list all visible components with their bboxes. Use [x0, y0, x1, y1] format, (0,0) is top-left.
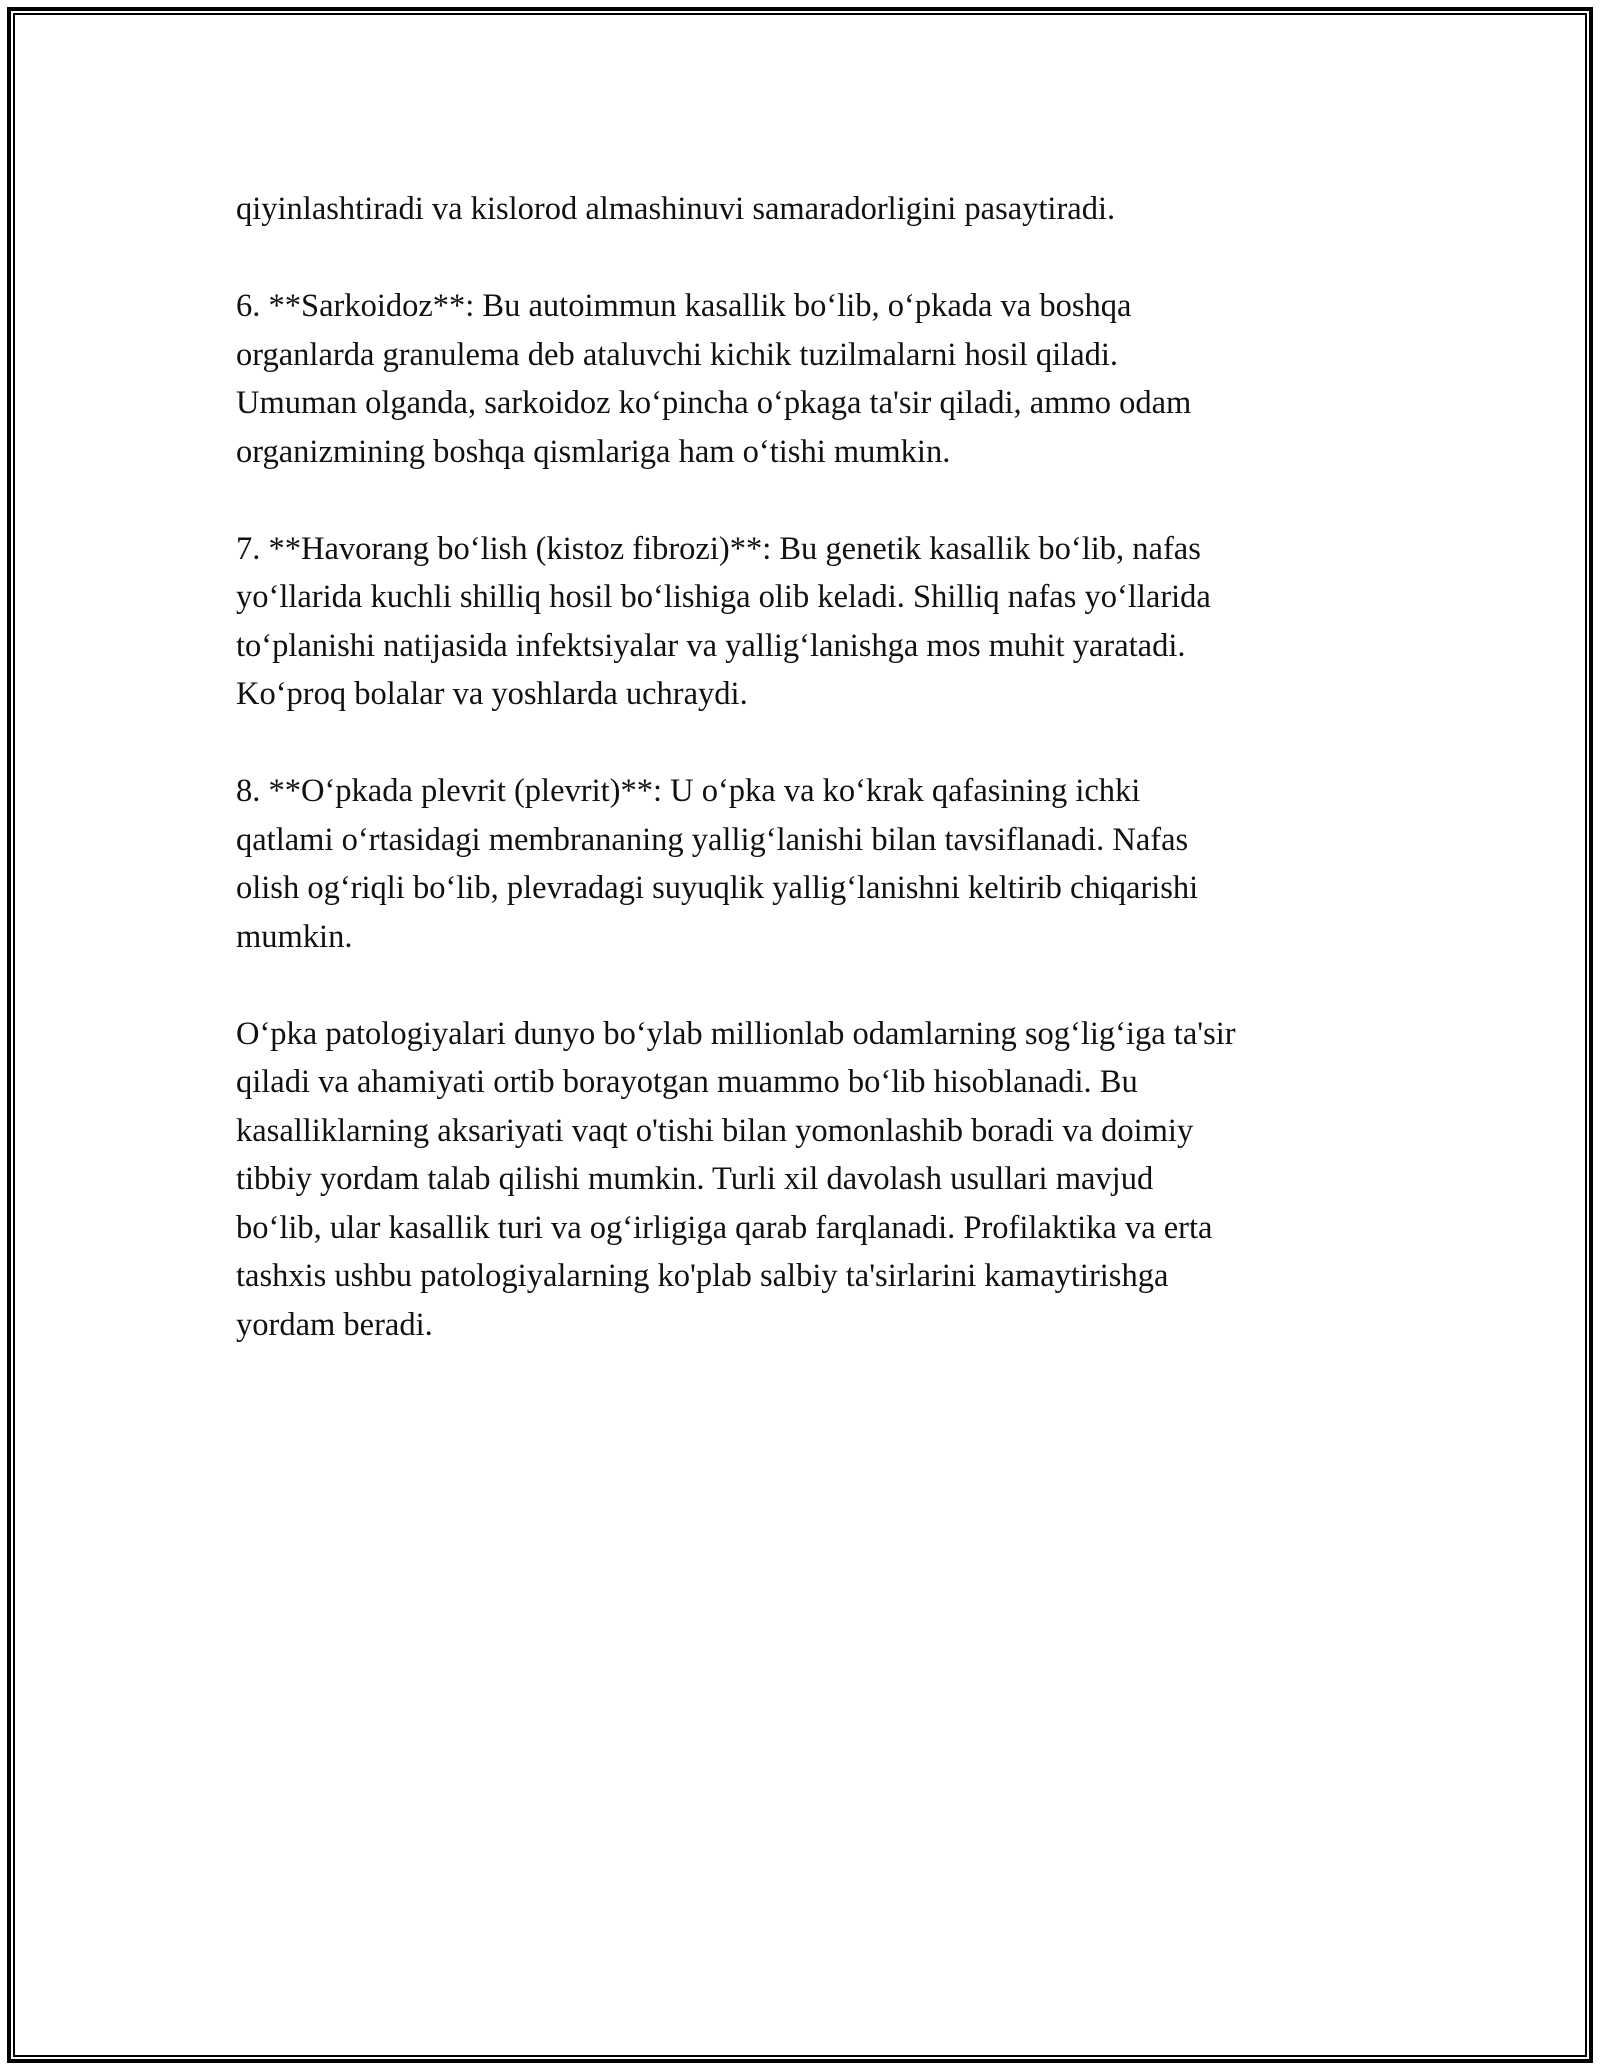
text-line: olish og‘riqli bo‘lib, plevradagi suyuqlik yallig‘lanishni keltirib chiqarishi: [236, 870, 1199, 906]
text-line: yo‘llarida kuchli shilliq hosil bo‘lishiga olib keladi. Shilliq nafas yo‘llarida: [236, 579, 1211, 615]
text-line: bo‘lib, ular kasallik turi va og‘irligiga qarab farqlanadi. Profilaktika va erta: [236, 1209, 1213, 1246]
paragraph-continuation: [236, 185, 1396, 234]
text-line: qiyinlashtiradi va kislorod almashinuvi samaradorligini pasaytiradi.: [236, 191, 1116, 227]
text-line: tibbiy yordam talab qilishi mumkin. Turli xil davolash usullari mavjud: [236, 1161, 1154, 1197]
text-line: 8. **O‘pkada plevrit (plevrit)**: U o‘pka va ko‘krak qafasining ichki: [236, 773, 1141, 809]
text-line: kasalliklarning aksariyati vaqt o'tishi bilan yomonlashib boradi va doimiy: [236, 1112, 1194, 1149]
document-body: [236, 185, 1396, 1349]
paragraph-plevrit: [236, 767, 1396, 961]
text-line: tashxis ushbu patologiyalarning ko'plab salbiy ta'sirlarini kamaytirishga: [236, 1258, 1169, 1294]
text-line: mumkin.: [236, 918, 353, 955]
paragraph-kistoz-fibrozi: [236, 525, 1396, 719]
text-line: 6. **Sarkoidoz**: Bu autoimmun kasallik bo‘lib, o‘pkada va boshqa: [236, 288, 1132, 324]
text-line: yordam beradi.: [236, 1306, 433, 1343]
text-line: Ko‘proq bolalar va yoshlarda uchraydi.: [236, 676, 748, 712]
text-line: 7. **Havorang bo‘lish (kistoz fibrozi)**: Bu genetik kasallik bo‘lib, nafas: [236, 530, 1201, 567]
text-line: qatlami o‘rtasidagi membrananing yallig‘lanishi bilan tavsiflanadi. Nafas: [236, 821, 1189, 858]
text-line: organizmining boshqa qismlariga ham o‘tishi mumkin.: [236, 433, 951, 470]
text-line: qiladi va ahamiyati ortib borayotgan muammo bo‘lib hisoblanadi. Bu: [236, 1064, 1138, 1100]
paragraph-conclusion: [236, 1010, 1396, 1350]
text-line: to‘planishi natijasida infektsiyalar va yallig‘lanishga mos muhit yaratadi.: [236, 627, 1186, 664]
paragraph-sarkoidoz: [236, 282, 1396, 476]
text-line: organlarda granulema deb ataluvchi kichik tuzilmalarni hosil qiladi.: [236, 336, 1119, 373]
text-line: Umuman olganda, sarkoidoz ko‘pincha o‘pkaga ta'sir qiladi, ammo odam: [236, 385, 1192, 421]
text-line: O‘pka patologiyalari dunyo bo‘ylab millionlab odamlarning sog‘lig‘iga ta'sir: [236, 1015, 1236, 1052]
